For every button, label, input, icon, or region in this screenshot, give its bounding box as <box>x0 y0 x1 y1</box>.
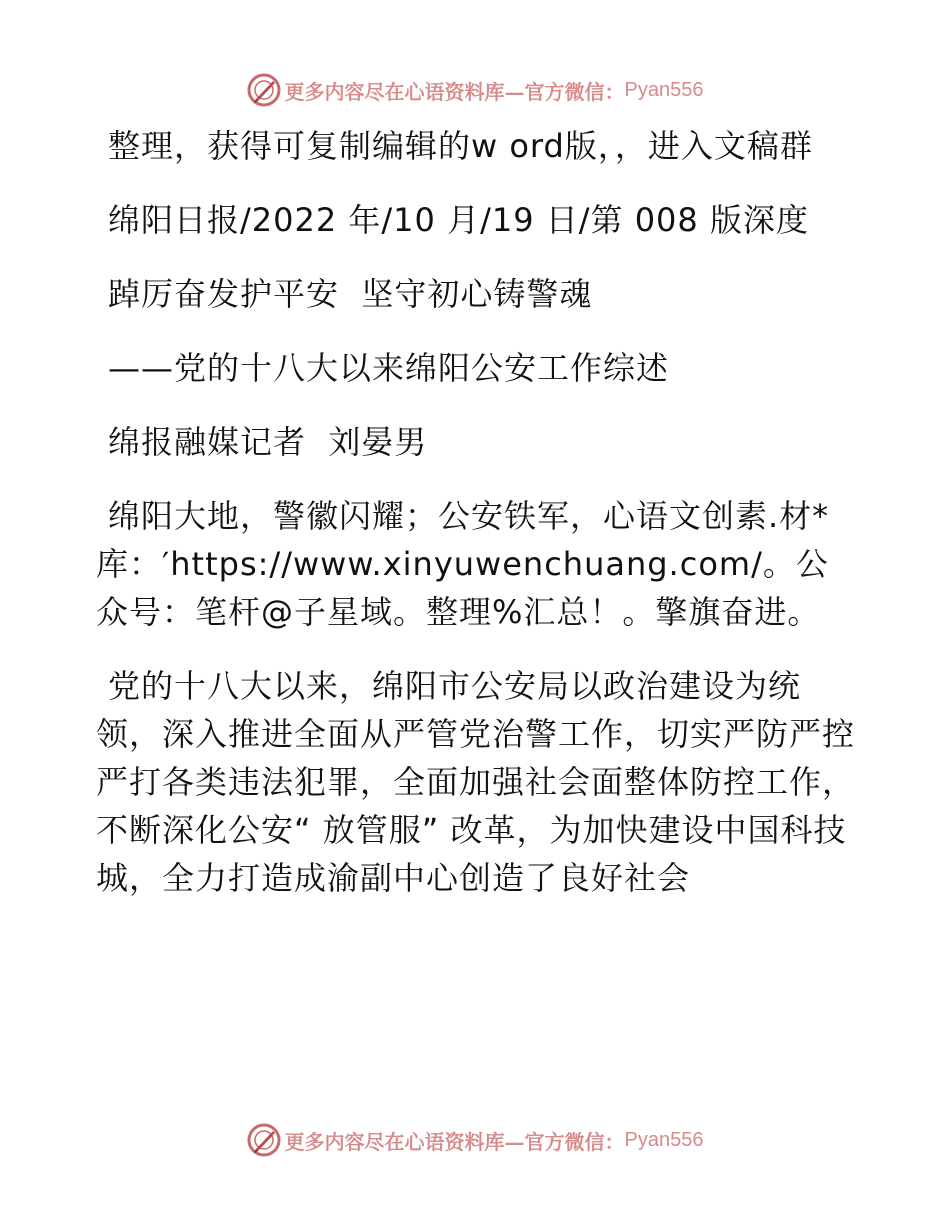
header-watermark-id: Pyan556 <box>624 78 704 101</box>
paragraph-subheadline: ——党的十八大以来绵阳公安工作综述 <box>108 349 670 387</box>
paragraph-byline: 绵报融媒记者 刘晏男 <box>108 423 428 461</box>
paragraph-headline: 踔厉奋发护平安 坚守初心铸警魂 <box>108 275 593 313</box>
paragraph-body: 党的十八大以来，绵阳市公安局以政治建设为统领，深入推进全面从严管党治警工作，切实严防严控严打各类违法犯罪，全面加强社会面整体防控工作，不断深化公安“ 放管服” 改革，为加快建设中国科技城，全力打造成渝副中心创造了良好社会 <box>96 667 856 897</box>
footer-watermark-id: Pyan556 <box>624 1128 704 1151</box>
pen-logo-icon <box>247 73 281 107</box>
paragraph-source-line: 绵阳日报/2022 年/10 月/19 日/第 008 版深度 <box>108 201 809 239</box>
paragraph-intro-note: 整理，获得可复制编辑的w ord版，，进入文稿群 <box>108 127 813 165</box>
pen-logo-icon <box>247 1123 281 1157</box>
document-body <box>96 122 856 928</box>
paragraph-lead: 绵阳大地，警徽闪耀；公安铁军，心语文创素.材*库：′https://www.xinyuwenchuang.com/。公众号：笔杆@子星域。整理%汇总！。擎旗奋进。 <box>96 497 830 631</box>
footer-watermark <box>0 1120 950 1160</box>
header-watermark <box>0 70 950 110</box>
header-watermark-text: 更多内容尽在心语资料库—官方微信： <box>284 79 625 104</box>
footer-watermark-text: 更多内容尽在心语资料库—官方微信： <box>284 1129 625 1154</box>
